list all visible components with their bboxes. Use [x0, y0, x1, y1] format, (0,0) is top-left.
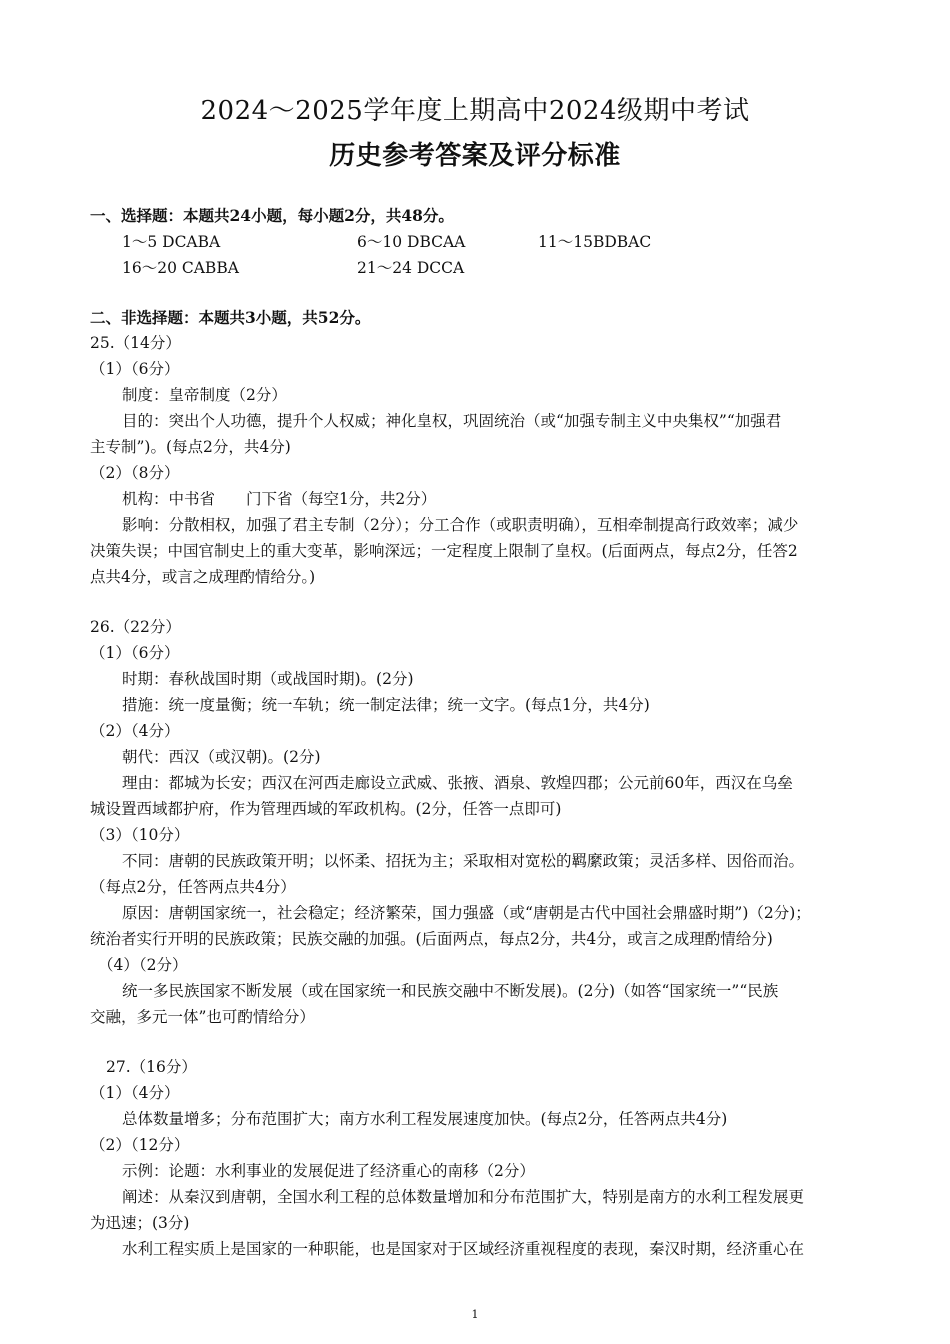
answer-text: 机构：中书省 门下省（每空1分，共2分）	[122, 490, 437, 508]
answer-text: 水利工程实质上是国家的一种职能，也是国家对于区域经济重视程度的表现，秦汉时期，经济重心在	[122, 1240, 805, 1258]
answer-text: 交融，多元一体”也可酌情给分）	[90, 1008, 315, 1026]
subquestion-label: （2）（8分）	[90, 464, 180, 482]
subquestion-label: （4）（2分）	[98, 956, 188, 974]
answer-group: 11～15BDBAC	[538, 233, 652, 251]
subquestion-label: （3）（10分）	[90, 826, 190, 844]
document-subtitle: 历史参考答案及评分标准	[329, 141, 621, 171]
question-header: 27.（16分）	[106, 1058, 197, 1076]
answer-text: 决策失误；中国官制史上的重大变革，影响深远；一定程度上限制了皇权。(后面两点，每点2分，任答2	[90, 542, 798, 560]
subquestion-label: （2）（4分）	[90, 722, 180, 740]
subquestion-label: （1）（6分）	[90, 360, 180, 378]
page-number: 1	[471, 1308, 479, 1321]
answer-text: 统治者实行开明的民族政策；民族交融的加强。(后面两点，每点2分，共4分，或言之成理酌情给分)	[90, 930, 773, 948]
question-header: 26.（22分）	[90, 618, 181, 636]
answer-text: 制度：皇帝制度（2分）	[122, 386, 287, 404]
subquestion-label: （2）（12分）	[90, 1136, 190, 1154]
answer-text: 点共4分，或言之成理酌情给分。)	[90, 568, 316, 586]
answer-group: 6～10 DBCAA	[357, 233, 466, 251]
answer-group: 21～24 DCCA	[357, 259, 465, 277]
answer-text: 措施：统一度量衡；统一车轨；统一制定法律；统一文字。(每点1分，共4分)	[122, 696, 650, 714]
answer-text: （每点2分，任答两点共4分）	[90, 878, 296, 896]
answer-text: 朝代：西汉（或汉朝)。(2分)	[122, 748, 321, 766]
answer-text: 理由：都城为长安；西汉在河西走廊设立武威、张掖、酒泉、敦煌四郡；公元前60年，西汉在乌垒	[122, 774, 793, 792]
answer-text: 示例：论题：水利事业的发展促进了经济重心的南移（2分）	[122, 1162, 535, 1180]
exam-title: 2024～2025学年度上期高中2024级期中考试	[200, 96, 750, 126]
section1-heading: 一、选择题：本题共24小题，每小题2分，共48分。	[90, 206, 454, 225]
answer-text: 主专制”)。(每点2分，共4分)	[90, 438, 291, 456]
answer-text: 影响：分散相权，加强了君主专制（2分）；分工合作（或职责明确），互相牵制提高行政效率；减少	[122, 516, 799, 534]
answer-group: 16～20 CABBA	[122, 259, 239, 277]
subquestion-label: （1）（6分）	[90, 644, 180, 662]
answer-text: 总体数量增多；分布范围扩大；南方水利工程发展速度加快。(每点2分，任答两点共4分)	[122, 1110, 728, 1128]
answer-text: 时期：春秋战国时期（或战国时期)。(2分)	[122, 670, 414, 688]
question-header: 25.（14分）	[90, 334, 181, 352]
answer-text: 统一多民族国家不断发展（或在国家统一和民族交融中不断发展)。(2分)（如答“国家统一”“民族	[122, 982, 779, 1000]
answer-group: 1～5 DCABA	[122, 233, 221, 251]
answer-text: 为迅速；(3分)	[90, 1214, 190, 1232]
answer-text: 阐述：从秦汉到唐朝，全国水利工程的总体数量增加和分布范围扩大，特别是南方的水利工程发展更	[122, 1188, 805, 1206]
answer-text: 原因：唐朝国家统一，社会稳定；经济繁荣，国力强盛（或“唐朝是古代中国社会鼎盛时期”)（2分)；	[122, 904, 811, 922]
answer-text: 不同：唐朝的民族政策开明；以怀柔、招抚为主；采取相对宽松的羁縻政策；灵活多样、因俗而治。	[122, 852, 805, 870]
section2-heading: 二、非选择题：本题共3小题，共52分。	[90, 308, 371, 327]
subquestion-label: （1）（4分）	[90, 1084, 180, 1102]
answer-text: 目的：突出个人功德，提升个人权威；神化皇权，巩固统治（或“加强专制主义中央集权”“加强君	[122, 412, 782, 430]
answer-text: 城设置西域都护府，作为管理西域的军政机构。(2分，任答一点即可)	[90, 800, 562, 818]
